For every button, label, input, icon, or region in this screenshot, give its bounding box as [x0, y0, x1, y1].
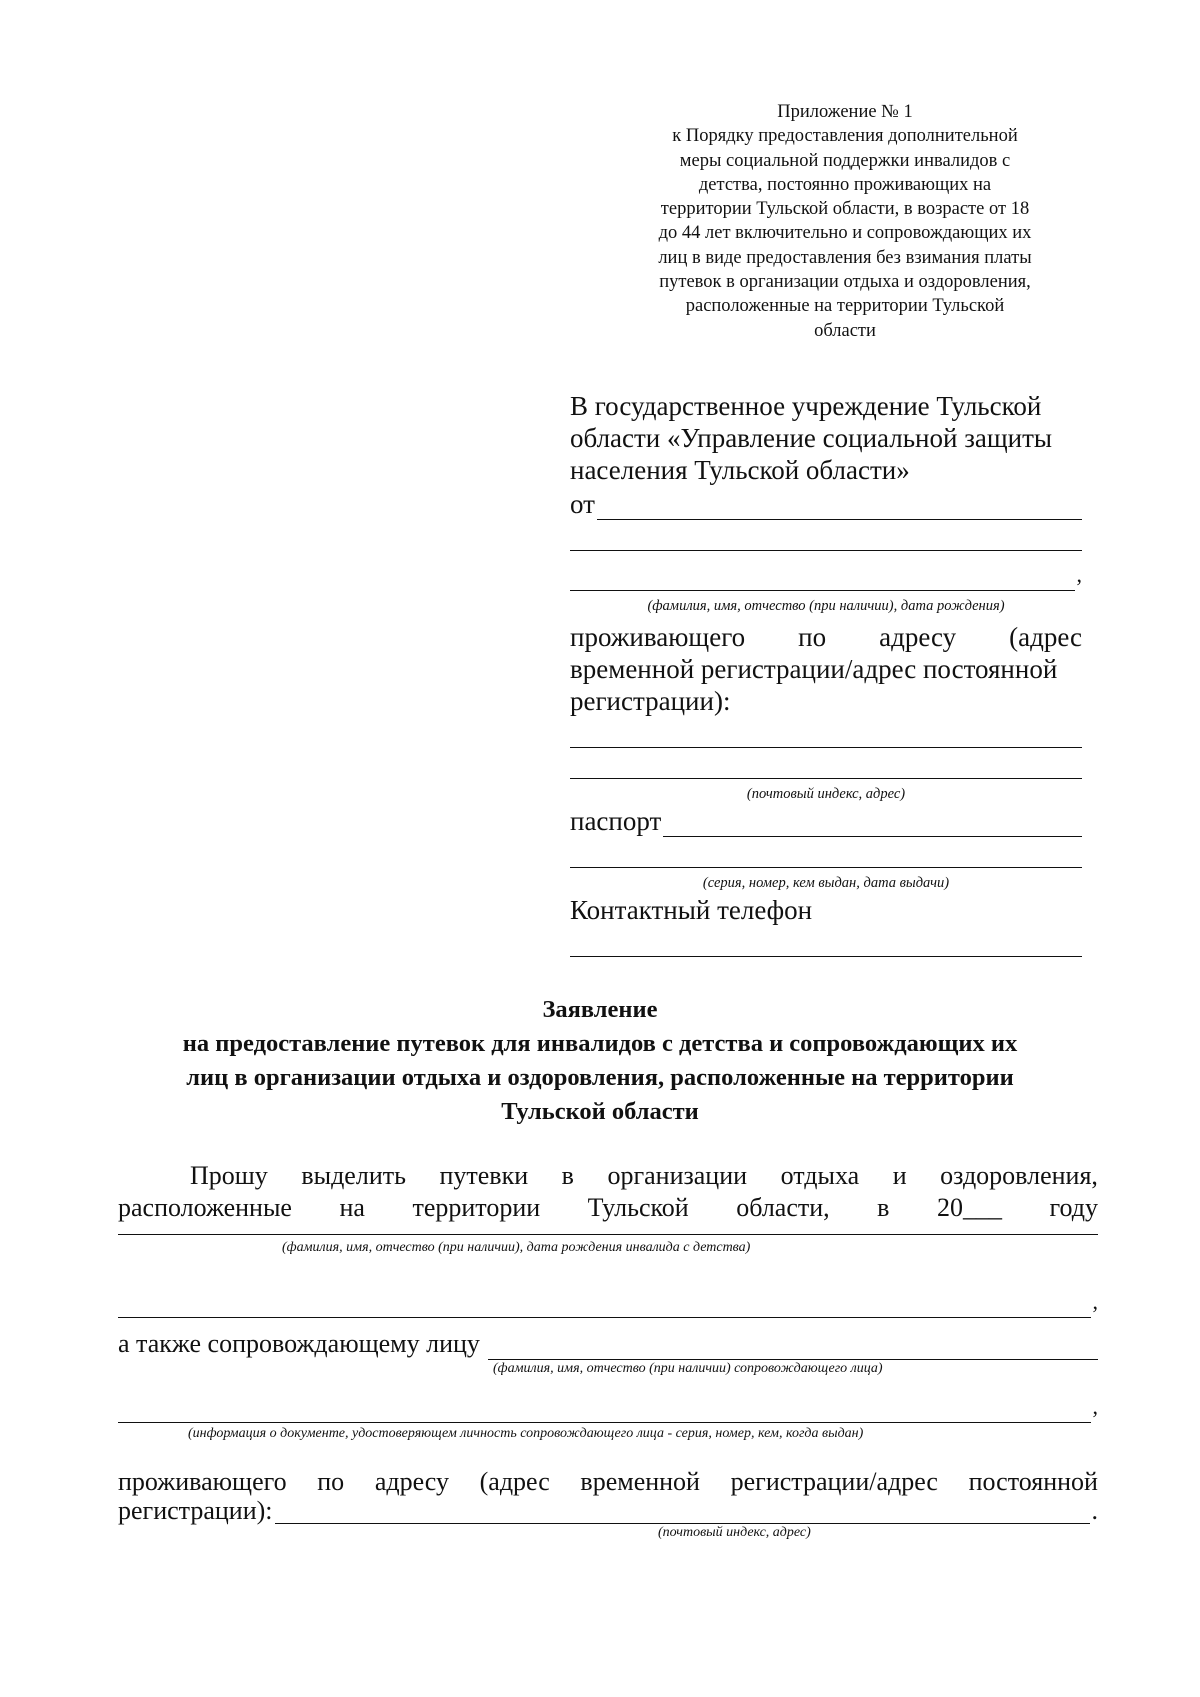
residing-line-1 [570, 621, 1082, 653]
request-word: расположенные [118, 1193, 292, 1222]
invalid-name-row-2 [118, 1286, 1098, 1318]
residing-line-3: регистрации): [570, 686, 731, 716]
residing-label: регистрации): [118, 1496, 273, 1525]
companion-residing-line-1 [118, 1466, 1098, 1498]
applicant-name-row-2 [570, 528, 1082, 551]
appendix-line: путевок в организации отдыха и оздоровления, [659, 272, 1031, 293]
request-word: году [1049, 1193, 1098, 1222]
request-word: Прошу [190, 1161, 268, 1190]
statement-subtitle-line: на предоставление путевок для инвалидов с детства и сопровождающих их [182, 1030, 1018, 1057]
passport-field[interactable] [663, 814, 1082, 837]
appendix-line: Приложение № 1 [777, 102, 913, 122]
residing-word: регистрации/адрес [730, 1467, 938, 1496]
addressee-line: населения Тульской области» [570, 455, 910, 485]
companion-address-field[interactable] [275, 1505, 1090, 1524]
request-line-2 [118, 1192, 1098, 1224]
addressee-line: области «Управление социальной защиты [570, 423, 1053, 453]
phone-field[interactable] [570, 934, 1082, 957]
applicant-name-hint: (фамилия, имя, отчество (при наличии), дата рождения) [647, 598, 1005, 614]
companion-address-hint: (почтовый индекс, адрес) [658, 1525, 811, 1540]
request-word: организации [607, 1161, 748, 1190]
appendix-line: меры социальной поддержки инвалидов с [679, 150, 1011, 171]
invalid-name-field-2[interactable] [118, 1295, 1091, 1318]
appendix-line: области [814, 320, 876, 341]
residing-word: адресу [374, 1467, 449, 1496]
passport-label: паспорт [570, 806, 662, 836]
companion-field[interactable] [488, 1337, 1098, 1360]
request-word: путевки [439, 1161, 529, 1190]
appendix-line: детства, постоянно проживающих на [698, 174, 992, 195]
appendix-line: лиц в виде предоставления без взимания платы [658, 247, 1032, 268]
passport-hint: (серия, номер, кем выдан, дата выдачи) [702, 875, 950, 891]
request-line-1 [118, 1160, 1098, 1192]
residing-line-2: временной регистрации/адрес постоянной [570, 654, 1058, 684]
document-row [118, 1391, 1098, 1423]
request-word: области, [736, 1193, 830, 1222]
applicant-name-row-3 [570, 559, 1082, 591]
request-word: и [892, 1161, 907, 1190]
comma-mark: , [1092, 1394, 1098, 1419]
request-word: Тульской [587, 1193, 689, 1222]
request-word: в [561, 1161, 574, 1190]
statement-heading: Заявление [542, 996, 658, 1023]
appendix-line: до 44 лет включительно и сопровождающих их [658, 223, 1032, 244]
from-label: от [570, 489, 595, 519]
request-word: отдыха [780, 1161, 860, 1190]
statement-title [100, 993, 1100, 1129]
address-hint: (почтовый индекс, адрес) [746, 786, 906, 802]
invalid-name-field[interactable] [118, 1224, 1098, 1235]
applicant-name-field-2[interactable] [570, 528, 1082, 551]
passport-row-2 [570, 845, 1082, 868]
passport-field-2[interactable] [570, 845, 1082, 868]
applicant-name-field-3[interactable] [570, 568, 1075, 591]
address-field-2[interactable] [570, 756, 1082, 779]
comma-mark: , [1092, 1289, 1098, 1314]
document-field[interactable] [118, 1400, 1091, 1423]
residing-word: постоянной [968, 1467, 1098, 1496]
document-hint: (информация о документе, удостоверяющем личность сопровождающего лица - серия, номер, кем, когда выдан) [188, 1426, 864, 1441]
request-word: в [877, 1193, 890, 1222]
invalid-name-hint: (фамилия, имя, отчество (при наличии), дата рождения инвалида с детства) [282, 1240, 751, 1255]
request-word: оздоровления, [940, 1161, 1098, 1190]
request-word: территории [412, 1193, 541, 1222]
addressee-line: В государственное учреждение Тульской [570, 391, 1042, 421]
passport-row [570, 805, 1082, 837]
companion-label: а также сопровождающему лицу [118, 1329, 480, 1358]
request-word: на [339, 1193, 365, 1222]
appendix-line: к Порядку предоставления дополнительной [672, 126, 1018, 147]
year-field[interactable]: 20___ [936, 1193, 1002, 1222]
phone-row [570, 934, 1082, 957]
appendix-line: территории Тульской области, в возрасте от 18 [660, 199, 1030, 220]
residing-word: (адрес [479, 1467, 550, 1496]
residing-word: проживающего [118, 1467, 287, 1496]
request-word: выделить [301, 1161, 406, 1190]
residing-word: по [798, 622, 827, 652]
residing-word: (адрес [1009, 622, 1082, 652]
companion-row [118, 1328, 1098, 1360]
addressee-block [570, 390, 1082, 957]
from-row [570, 488, 1082, 520]
residing-word: по [317, 1467, 345, 1496]
statement-body [118, 1160, 1098, 1541]
appendix-line: расположенные на территории Тульской [685, 296, 1005, 317]
comma-mark: , [1076, 562, 1082, 587]
address-row-2 [570, 756, 1082, 779]
phone-label: Контактный телефон [570, 895, 813, 925]
statement-subtitle-line: Тульской области [501, 1098, 699, 1125]
residing-word: временной [580, 1467, 700, 1496]
appendix-header [600, 100, 1090, 343]
residing-word: адресу [879, 622, 957, 652]
residing-word: проживающего [570, 622, 746, 652]
statement-subtitle-line: лиц в организации отдыха и оздоровления, расположенные на территории [186, 1064, 1014, 1091]
applicant-name-field[interactable] [597, 497, 1082, 520]
address-row-1 [570, 725, 1082, 748]
companion-residing-line-2 [118, 1498, 1098, 1524]
period-mark: . [1091, 1496, 1098, 1525]
companion-hint: (фамилия, имя, отчество (при наличии) сопровождающего лица) [493, 1361, 883, 1376]
address-field[interactable] [570, 725, 1082, 748]
